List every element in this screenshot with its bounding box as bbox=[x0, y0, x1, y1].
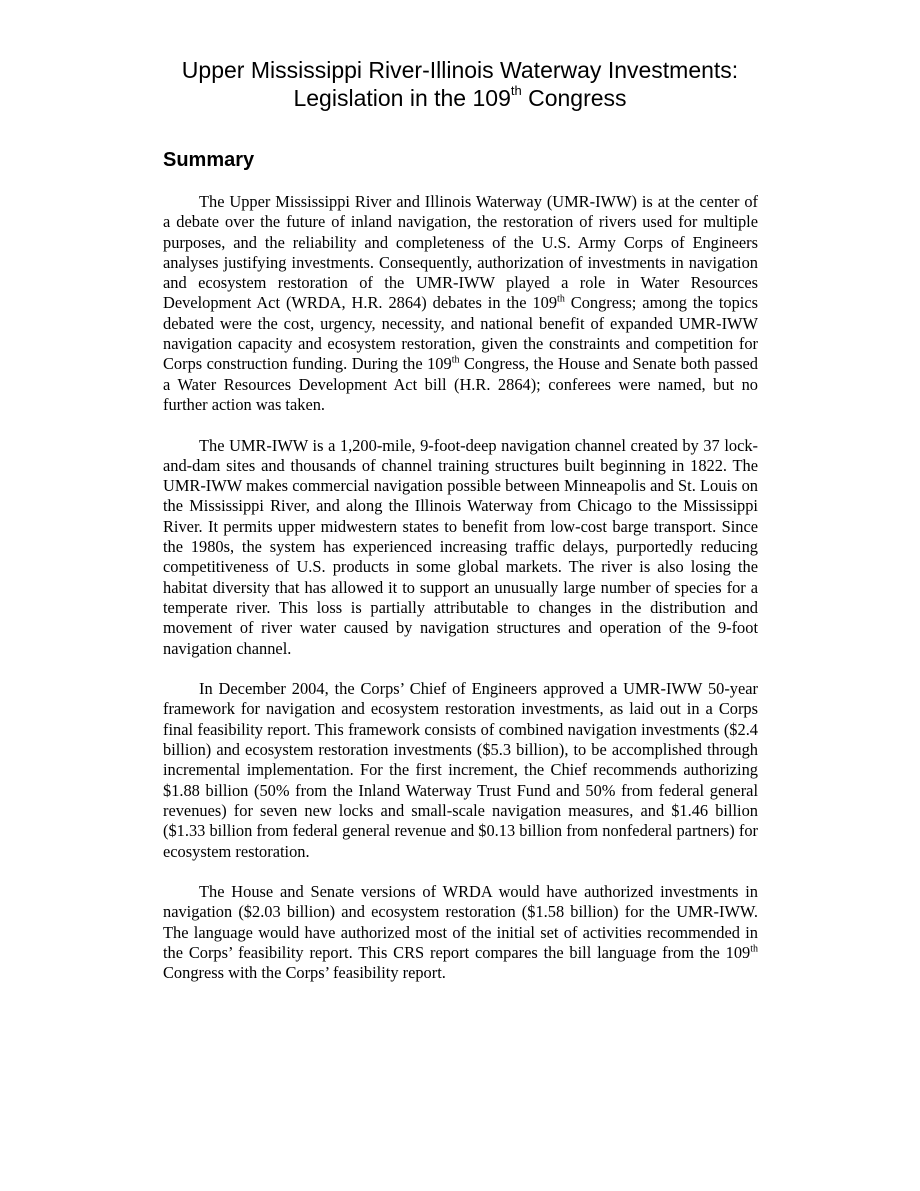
paragraph-3: In December 2004, the Corps’ Chief of Engineers approved a UMR-IWW 50-year framework for navigation and ecosystem restoration investments, as laid out in a Corps final feasibility report. This framework consists of combined navigation investments ($2.4 billion) and ecosystem restoration investments ($5.3 billion), to be accomplished through incremental implementation. For the first increment, the Chief recommends authorizing $1.88 billion (50% from the Inland Waterway Trust Fund and 50% from federal general revenues) for seven new locks and small-scale navigation measures, and $1.46 billion ($1.33 billion from federal general revenue and $0.13 billion from nonfederal partners) for ecosystem restoration. bbox=[163, 679, 758, 861]
paragraph-4-part-a: The House and Senate versions of WRDA would have authorized investments in navigation ($2.03 billion) and ecosystem restoration ($1.58 billion) for the UMR-IWW. The language would have authorized most of the initial set of activities recommended in the Corps’ feasibility report. This CRS report compares the bill language from the 109 bbox=[163, 882, 758, 962]
section-heading: Summary bbox=[163, 149, 255, 171]
summary-body bbox=[163, 192, 758, 1004]
title-superscript: th bbox=[510, 83, 522, 99]
paragraph-4 bbox=[163, 882, 758, 983]
paragraph-4-part-b: Congress with the Corps’ feasibility report. bbox=[163, 963, 446, 983]
title-line-2-end: Congress bbox=[521, 85, 627, 111]
paragraph-1-part-c: Congress, the House and Senate both passed a Water Resources Development Act bill (H.R. 2864); conferees were named, but no further action was taken. bbox=[163, 354, 758, 414]
paragraph-1-superscript-2: th bbox=[451, 354, 460, 366]
paragraph-1-superscript-1: th bbox=[557, 294, 565, 306]
paragraph-1-part-b: Congress; among the topics debated were the cost, urgency, necessity, and national benefit of expanded UMR-IWW navigation capacity and ecosystem restoration, given the constraints and competition for Corps construction funding. During the 109 bbox=[163, 293, 758, 374]
paragraph-1-part-a: The Upper Mississippi River and Illinois Waterway (UMR-IWW) is at the center of a debate over the future of inland navigation, the restoration of rivers used for multiple purposes, and the reliability and completeness of the U.S. Army Corps of Engineers analyses justifying investments. Consequently, authorization of investments in navigation and ecosystem restoration of the UMR-IWW played a role in Water Resources Development Act (WRDA, H.R. 2864) debates in the 109 bbox=[163, 192, 758, 313]
title-line-1: Upper Mississippi River-Illinois Waterway Investments: bbox=[181, 57, 739, 83]
paragraph-1 bbox=[163, 192, 758, 415]
document-title bbox=[100, 56, 820, 112]
title-line-2-text: Legislation in the 109 bbox=[293, 85, 511, 111]
paragraph-4-superscript: th bbox=[750, 943, 758, 955]
paragraph-2: The UMR-IWW is a 1,200-mile, 9-foot-deep navigation channel created by 37 lock-and-dam sites and thousands of channel training structures built beginning in 1822. The UMR-IWW makes commercial navigation possible between Minneapolis and St. Louis on the Mississippi River, and along the Illinois Waterway from Chicago to the Mississippi River. It permits upper midwestern states to benefit from low-cost barge transport. Since the 1980s, the system has experienced increasing traffic delays, purportedly reducing competitiveness of U.S. products in some global markets. The river is also losing the habitat diversity that has allowed it to support an unusually large number of species for a temperate river. This loss is partially attributable to changes in the distribution and movement of river water caused by navigation structures and operation of the 9-foot navigation channel. bbox=[163, 435, 758, 658]
title-line-2 bbox=[100, 84, 820, 112]
